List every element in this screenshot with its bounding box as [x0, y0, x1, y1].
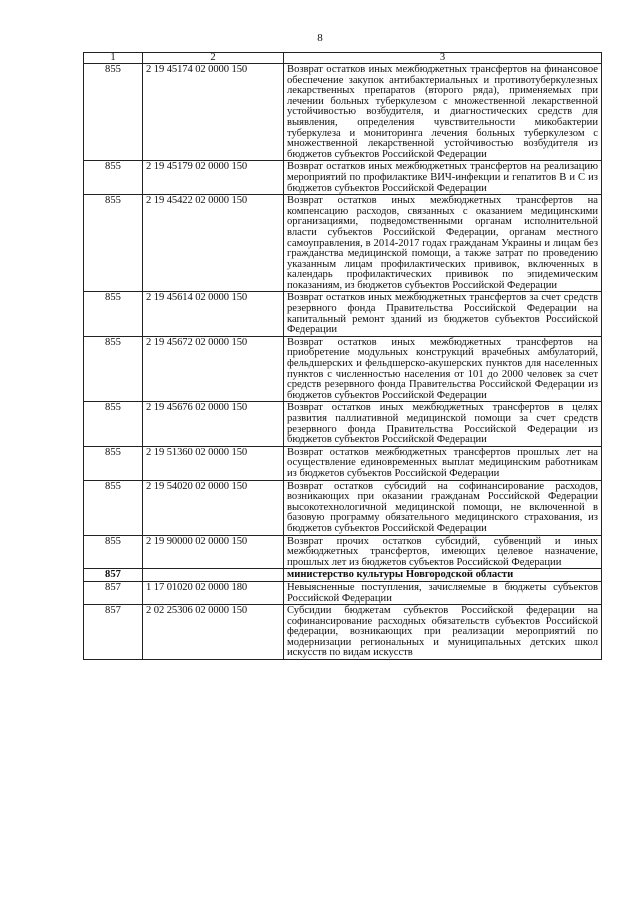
description-cell: Возврат остатков иных межбюджетных трансфертов на финансовое обеспечение закупок антибактериальных и противотуберкулезных лекарственных препаратов (второго ряда), применяемых при лечении больных туберкулезом с множественной лекарственной устойчивостью возбудителя, и диагностических средств для выявления, определения чувствительности микобактерии туберкулеза и мониторинга лечения больных туберкулезом с множественной лекарственной устойчивостью возбудителя из бюджетов субъектов Российской Федерации — [284, 64, 602, 161]
kbk-code-cell: 2 19 45614 02 0000 150 — [143, 292, 284, 336]
header-col-2: 2 — [143, 53, 284, 64]
kbk-code-cell: 2 19 45174 02 0000 150 — [143, 64, 284, 161]
description-cell: Возврат прочих остатков субсидий, субвенций и иных межбюджетных трансфертов, имеющих целевое назначение, прошлых лет из бюджетов субъектов Российской Федерации — [284, 535, 602, 569]
admin-code-cell: 855 — [84, 292, 143, 336]
kbk-code-cell: 2 19 90000 02 0000 150 — [143, 535, 284, 569]
admin-code-cell: 855 — [84, 535, 143, 569]
description-cell: Возврат остатков межбюджетных трансфертов прошлых лет на осуществление единовременных выплат медицинским работникам из бюджетов субъектов Российской Федерации — [284, 446, 602, 480]
kbk-code-cell: 2 19 51360 02 0000 150 — [143, 446, 284, 480]
header-row — [84, 53, 602, 64]
kbk-code-cell: 2 19 45676 02 0000 150 — [143, 402, 284, 446]
table-row — [84, 605, 602, 660]
description-cell: Возврат остатков субсидий на софинансирование расходов, возникающих при оказании гражданам Российской Федерации высокотехнологичной медицинской помощи, не включенной в базовую программу обязательного медицинского страхования, из бюджетов субъектов Российской Федерации — [284, 480, 602, 535]
admin-code-cell: 857 — [84, 569, 143, 582]
description-cell: Возврат остатков иных межбюджетных трансфертов на компенсацию расходов, связанных с оказанием медицинскими организациями, подведомственными органам исполнительной власти субъектов Российской Федерации, органам местного самоуправления, в 2014-2017 годах гражданам Украины и лицам без гражданства медицинской помощи, а также затрат по проведению указанным лицам профилактических прививок, включенных в календарь профилактических прививок по эпидемическим показаниям, из бюджетов субъектов Российской Федерации — [284, 195, 602, 292]
header-col-1: 1 — [84, 53, 143, 64]
kbk-code-cell: 2 19 45672 02 0000 150 — [143, 336, 284, 402]
table-row — [84, 64, 602, 161]
description-cell: Субсидии бюджетам субъектов Российской федерации на софинансирование расходных обязательств субъектов Российской федерации, возникающих при реализации мероприятий по модернизации региональных и муниципальных детских школ искусств по видам искусств — [284, 605, 602, 660]
page-number: 8 — [317, 32, 323, 44]
header-col-3: 3 — [284, 53, 602, 64]
kbk-code-cell: 2 02 25306 02 0000 150 — [143, 605, 284, 660]
table-row — [84, 161, 602, 195]
description-cell: Возврат остатков иных межбюджетных трансфертов в целях развития паллиативной медицинской помощи за счет средств резервного фонда Правительства Российской Федерации из бюджетов субъектов Российской Федерации — [284, 402, 602, 446]
table-row — [84, 195, 602, 292]
table-row — [84, 446, 602, 480]
table-row — [84, 480, 602, 535]
admin-code-cell: 857 — [84, 605, 143, 660]
table-row — [84, 336, 602, 402]
admin-code-cell: 855 — [84, 161, 143, 195]
budget-codes-table — [83, 52, 602, 660]
admin-code-cell: 855 — [84, 64, 143, 161]
description-cell: Невыясненные поступления, зачисляемые в бюджеты субъектов Российской Федерации — [284, 581, 602, 604]
kbk-code-cell: 2 19 45179 02 0000 150 — [143, 161, 284, 195]
description-cell: Возврат остатков иных межбюджетных трансфертов за счет средств резервного фонда Правительства Российской Федерации на капитальный ремонт зданий из бюджетов субъектов Российской Федерации — [284, 292, 602, 336]
kbk-code-cell: 2 19 45422 02 0000 150 — [143, 195, 284, 292]
description-cell: Возврат остатков иных межбюджетных трансфертов на реализацию мероприятий по профилактике ВИЧ-инфекции и гепатитов В и С из бюджетов субъектов Российской Федерации — [284, 161, 602, 195]
admin-code-cell: 855 — [84, 480, 143, 535]
admin-code-cell: 855 — [84, 402, 143, 446]
kbk-code-cell: 1 17 01020 02 0000 180 — [143, 581, 284, 604]
table-row — [84, 292, 602, 336]
admin-code-cell: 855 — [84, 195, 143, 292]
table-row — [84, 402, 602, 446]
admin-code-cell: 855 — [84, 446, 143, 480]
kbk-code-cell: 2 19 54020 02 0000 150 — [143, 480, 284, 535]
admin-code-cell: 857 — [84, 581, 143, 604]
table-row — [84, 569, 602, 582]
kbk-code-cell — [143, 569, 284, 582]
description-cell: Возврат остатков иных межбюджетных трансфертов на приобретение модульных конструкций врачебных амбулаторий, фельдшерских и фельдшерско-акушерских пунктов для населенных пунктов с численностью населения от 101 до 2000 человек за счет средств резервного фонда Правительства Российской Федерации из бюджетов субъектов Российской Федерации — [284, 336, 602, 402]
table-row — [84, 535, 602, 569]
description-cell: министерство культуры Новгородской области — [284, 569, 602, 582]
table-row — [84, 581, 602, 604]
admin-code-cell: 855 — [84, 336, 143, 402]
